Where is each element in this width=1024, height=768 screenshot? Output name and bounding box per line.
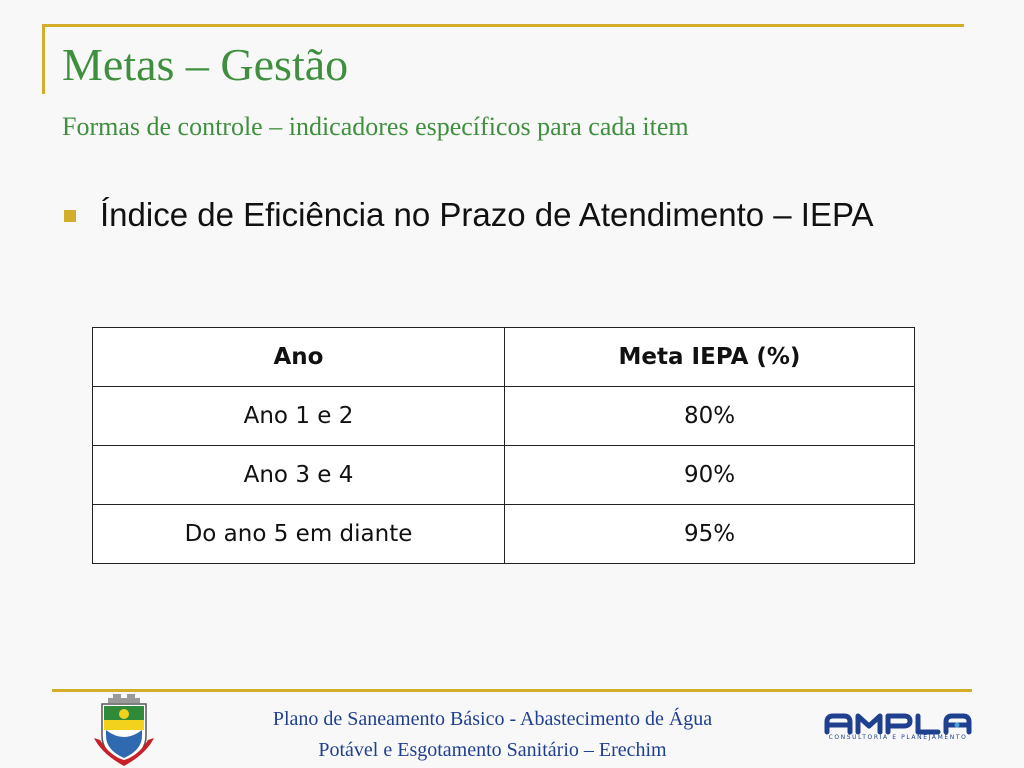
table-row — [93, 446, 915, 505]
footer-rule — [52, 689, 972, 692]
table-row — [93, 505, 915, 564]
table-header-meta: Meta IEPA (%) — [505, 328, 915, 387]
slide-title: Metas – Gestão — [62, 39, 349, 90]
header-frame-top-line — [42, 24, 964, 27]
table-header-row — [93, 328, 915, 387]
bullet-text: Índice de Eficiência no Prazo de Atendimento – IEPA — [100, 196, 874, 233]
table-cell-goal: 90% — [505, 446, 915, 505]
footer-caption — [200, 704, 785, 766]
header-frame-left-line — [42, 24, 45, 94]
table-header-ano: Ano — [93, 328, 505, 387]
bullet-square-icon — [64, 210, 76, 222]
table-cell-year: Ano 3 e 4 — [93, 446, 505, 505]
slide-subtitle: Formas de controle – indicadores específicos para cada item — [62, 112, 689, 141]
table-cell-goal: 95% — [505, 505, 915, 564]
logo-tagline: CONSULTORIA E PLANEJAMENTO — [828, 734, 968, 741]
iepa-goals-table — [92, 327, 915, 564]
footer-line-1: Plano de Saneamento Básico - Abastecimento de Água — [272, 708, 713, 730]
table-cell-goal: 80% — [505, 387, 915, 446]
table-row — [93, 387, 915, 446]
table-cell-year: Ano 1 e 2 — [93, 387, 505, 446]
table-cell-year: Do ano 5 em diante — [93, 505, 505, 564]
footer-line-2: Potável e Esgotamento Sanitário – Erechim — [318, 739, 667, 761]
erechim-coat-of-arms-icon — [92, 694, 156, 768]
